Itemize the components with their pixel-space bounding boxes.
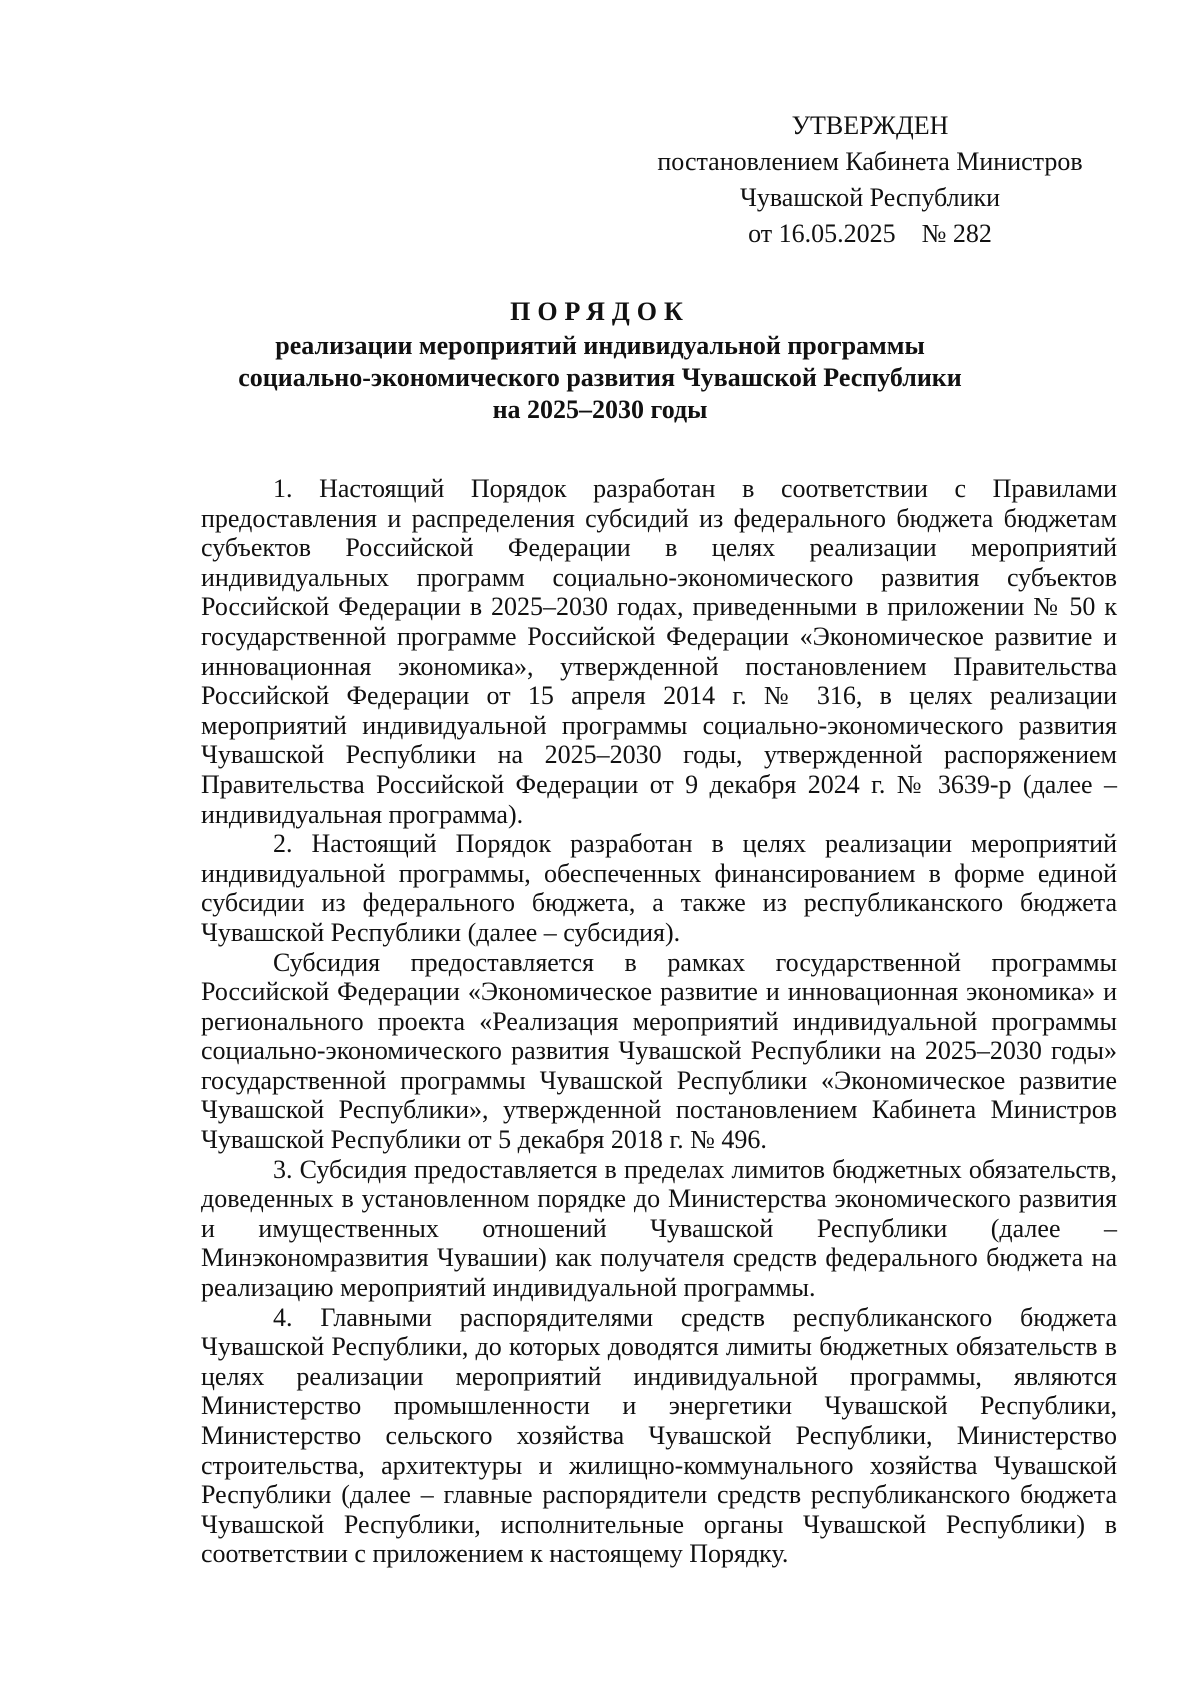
document-subtitle-line-3: на 2025–2030 годы <box>492 395 708 424</box>
document-subtitle-line-2: социально-экономического развития Чувашской Республики <box>238 363 962 392</box>
approval-date-number: от 16.05.2025 № 282 <box>748 219 992 248</box>
approval-authority: постановлением Кабинета Министров <box>657 147 1083 176</box>
document-title: ПОРЯДОК <box>510 297 690 326</box>
paragraph-1: 1. Настоящий Порядок разработан в соответствии с Правилами предоставления и распределения субсидий из федерального бюджета бюджетам субъектов Российской Федерации в целях реализации мероприятий индивидуальных программ социально-экономического развития субъектов Российской Федерации в 2025–2030 годах, приведенными в приложении № 50 к государственной программе Российской Федерации «Экономическое развитие и инновационная экономика», утвержденной постановлением Правительства Российской Федерации от 15 апреля 2014 г. № 316, в целях реализации мероприятий индивидуальной программы социально-экономического развития Чувашской Республики на 2025–2030 годы, утвержденной распоряжением Правительства Российской Федерации от 9 декабря 2024 г. № 3639-р (далее – индивидуальная программа). <box>201 474 1117 829</box>
paragraph-2-continuation: Субсидия предоставляется в рамках государственной программы Российской Федерации «Экономическое развитие и инновационная экономика» и регионального проекта «Реализация мероприятий индивидуальной программы социально-экономического развития Чувашской Республики на 2025–2030 годы» государственной программы Чувашской Республики «Экономическое развитие Чувашской Республики», утвержденной постановлением Кабинета Министров Чувашской Республики от 5 декабря 2018 г. № 496. <box>201 947 1117 1155</box>
document-title-block <box>150 294 1050 426</box>
document-body <box>201 474 1117 1569</box>
approval-heading: УТВЕРЖДЕН <box>791 111 949 140</box>
paragraph-2: 2. Настоящий Порядок разработан в целях реализации мероприятий индивидуальной программы, обеспеченных финансированием в форме единой субсидии из федерального бюджета, а также из республиканского бюджета Чувашской Республики (далее – субсидия). <box>201 829 1117 947</box>
paragraph-3: 3. Субсидия предоставляется в пределах лимитов бюджетных обязательств, доведенных в установленном порядке до Министерства экономического развития и имущественных отношений Чувашской Республики (далее – Минэкономразвития Чувашии) как получателя средств федерального бюджета на реализацию мероприятий индивидуальной программы. <box>201 1154 1117 1303</box>
document-subtitle-line-1: реализации мероприятий индивидуальной программы <box>275 331 925 360</box>
approval-stamp-block <box>620 108 1120 252</box>
paragraph-4: 4. Главными распорядителями средств республиканского бюджета Чувашской Республики, до которых доводятся лимиты бюджетных обязательств в целях реализации мероприятий индивидуальной программы, являются Министерство промышленности и энергетики Чувашской Республики, Министерство сельского хозяйства Чувашской Республики, Министерство строительства, архитектуры и жилищно-коммунального хозяйства Чувашской Республики (далее – главные распорядители средств республиканского бюджета Чувашской Республики, исполнительные органы Чувашской Республики) в соответствии с приложением к настоящему Порядку. <box>201 1302 1117 1569</box>
approval-region: Чувашской Республики <box>739 183 1001 212</box>
